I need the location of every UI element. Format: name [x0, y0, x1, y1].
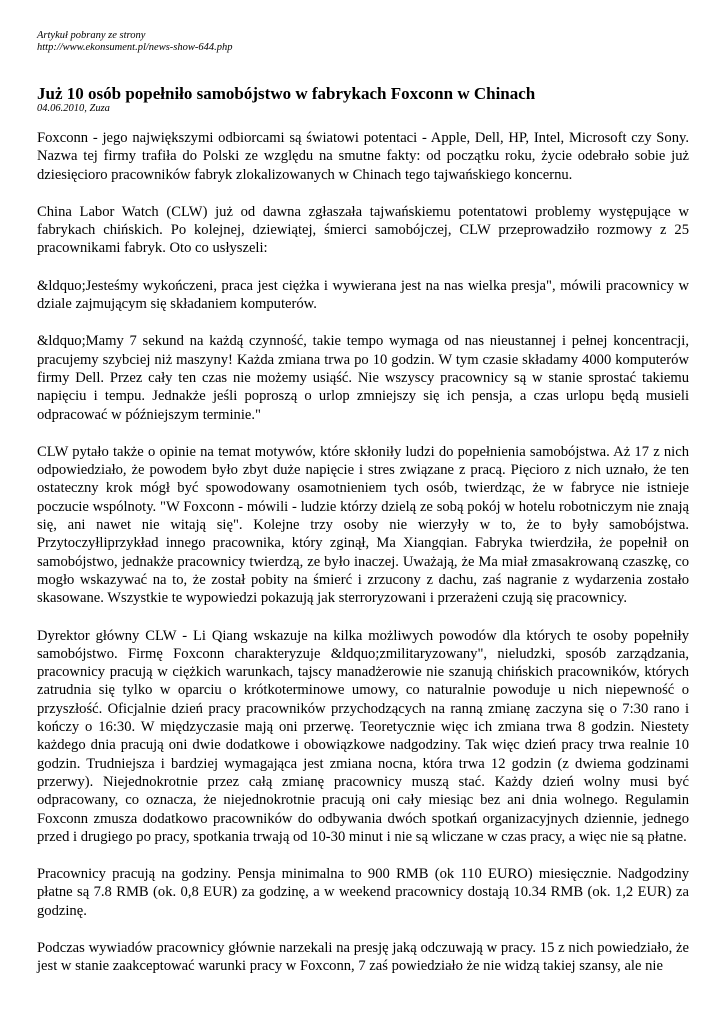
paragraph: CLW pytało także o opinie na temat motywów, które skłoniły ludzi do popełnienia samobójstwa. Aż 17 z nich odpowiedziało, że powodem było zbyt duże napięcie i stres związane z pracą. Pięcioro z nich uznało, że ten ostateczny krok mógł być spowodowany osamotnieniem tych osób, twierdząc, że w fabryce nie istnieje poczucie wspólnoty. "W Foxconn - mówili - ludzie którzy dzielą ze sobą pokój w hotelu robotniczym nie znają się, ani nawet nie witają się". Kolejne trzy osoby nie wierzyły w to, że to były samobójstwa. Przytoczyłliprzykład innego pracownika, który zginął, Ma Xiangqian. Fabryka twierdziła, że popełnił on samobójstwo, jednakże pracownicy twierdzą, ze było inaczej. Uważają, że Ma miał zmasakrowaną czaszkę, co mogło wskazywać na to, że został pobity na śmierć i zrzucony z dachu, zaś nagranie z wydarzenia zostało skasowane. Wszystkie te wypowiedzi pokazują jak sterroryzowani i przerażeni czują się pracownicy.	[37, 443, 689, 607]
paragraph: Podczas wywiadów pracownicy głównie narzekali na presję jaką odczuwają w pracy. 15 z nich powiedziało, że jest w stanie zaakceptować warunki pracy w Foxconn, 7 zaś powiedziało że nie widzą takiej szansy, ale nie	[37, 939, 689, 975]
source-note	[37, 30, 689, 54]
document-page	[37, 30, 689, 995]
paragraph: &ldquo;Jesteśmy wykończeni, praca jest ciężka i wywierana jest na nas wielka presja", mówili pracownicy w dziale zajmującym się składaniem komputerów.	[37, 277, 689, 313]
paragraph: &ldquo;Mamy 7 sekund na każdą czynność, takie tempo wymaga od nas nieustannej i pełnej koncentracji, pracujemy szybciej niż maszyny! Każda zmiana trwa po 10 godzin. W tym czasie składamy 4000 komputerów firmy Dell. Przez cały ten czas nie możemy usiąść. Nie wszyscy pracownicy są w stanie sprostać takiemu napięciu i tempu. Jednakże jeśli poproszą o urlop zmniejszy się ich pensja, a czas urlopu będą musieli odpracować w późniejszym terminie."	[37, 333, 689, 423]
paragraph: Foxconn - jego największymi odbiorcami są światowi potentaci - Apple, Dell, HP, Intel, Microsoft czy Sony. Nazwa tej firmy trafiła do Polski ze względu na smutne fakty: od początku roku, życie odebrało sobie już dziesięcioro pracowników fabryk zlokalizowanych w Chinach tego tajwańskiego koncernu.	[37, 130, 689, 183]
source-label: Artykuł pobrany ze strony	[37, 30, 146, 41]
article-title: Już 10 osób popełniło samobójstwo w fabrykach Foxconn w Chinach	[37, 84, 536, 103]
source-url: http://www.ekonsument.pl/news-show-644.php	[37, 42, 233, 53]
article-meta: 04.06.2010, Zuza	[37, 103, 110, 114]
article-body	[37, 129, 689, 976]
paragraph: Dyrektor główny CLW - Li Qiang wskazuje na kilka możliwych powodów dla których te osoby popełniły samobójstwo. Firmę Foxconn charakteryzuje &ldquo;zmilitaryzowany", nieludzki, sposób zarządzania, pracownicy pracują w ciężkich warunkach, tajscy manadżerowie nie szanują chińskich pracowników, których zatrudnia się tylko w oparciu o krótkoterminowe umowy, co naturalnie powoduje u nich niepewność o przyszłość. Oficjalnie dzień pracy pracowników przychodzących na ranną zmianę zaczyna się o 7:30 rano i kończy o 16:30. W międzyczasie mają oni przerwę. Teoretycznie więc ich zmiana trwa 8 godzin. Niestety każdego dnia pracują oni dwie dodatkowe i obowiązkowe nadgodziny. Tak więc dzień pracy trwa realnie 10 godzin. Trudniejsza i bardziej wymagająca jest zmiana nocna, która trwa 12 godzin (z dwiema godzinami przerwy). Niejednokrotnie przez całą zmianę pracownicy muszą stać. Każdy dzień wolny musi być odpracowany, co oznacza, że niejednokrotnie pracują oni cały miesiąc bez ani dnia wolnego. Regulamin Foxconn zmusza dodatkowo pracowników do odbywania dwóch spotkań organizacyjnych dziennie, jednego przed i drugiego po pracy, spotkania trwają od 10-30 minut i nie są wliczane w czas pracy, a więc nie są płatne.	[37, 627, 689, 845]
paragraph: China Labor Watch (CLW) już od dawna zgłaszała tajwańskiemu potentatowi problemy występujące w fabrykach chińskich. Po kolejnej, dziewiątej, śmierci samobójczej, CLW przeprowadziło rozmowy z 25 pracownikami fabryk. Oto co usłyszeli:	[37, 203, 689, 257]
paragraph: Pracownicy pracują na godziny. Pensja minimalna to 900 RMB (ok 110 EURO) miesięcznie. Nadgodziny płatne są 7.8 RMB (ok. 0,8 EUR) za godzinę, a w weekend pracownicy dostają 10.34 RMB (ok. 1,2 EUR) za godzinę.	[37, 866, 689, 919]
